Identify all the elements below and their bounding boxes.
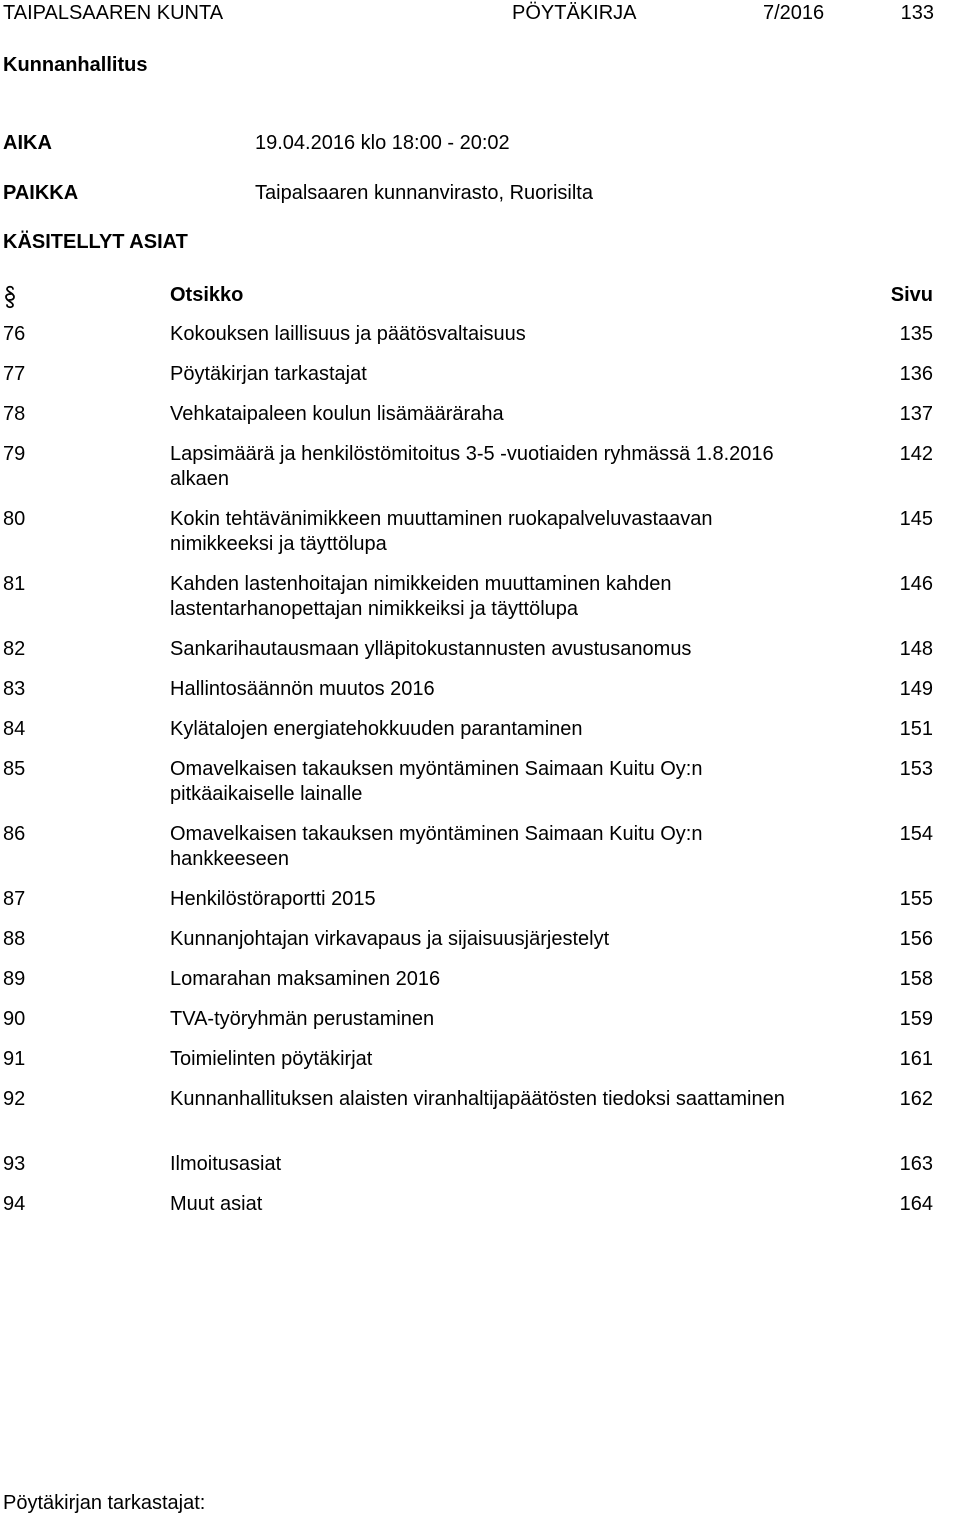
item-title: Pöytäkirjan tarkastajat: [170, 363, 367, 385]
item-page: 155: [899, 888, 933, 910]
column-header-page: Sivu: [890, 284, 933, 306]
table-row: [0, 967, 960, 992]
item-page: 162: [899, 1088, 933, 1110]
table-row: [0, 572, 960, 622]
item-number: 77: [3, 363, 26, 385]
item-number: 81: [3, 573, 26, 595]
time-label: AIKA: [3, 132, 52, 154]
item-number: 82: [3, 638, 26, 660]
item-title: Omavelkaisen takauksen myöntäminen Saimaan Kuitu Oy:n hankkeeseen: [170, 823, 703, 870]
item-number: 93: [3, 1153, 26, 1175]
item-title: Kahden lastenhoitajan nimikkeiden muuttaminen kahden lastentarhanopettajan nimikkeiksi ja täyttölupa: [170, 573, 672, 620]
table-row: [0, 1007, 960, 1032]
place-value: Taipalsaaren kunnanvirasto, Ruorisilta: [255, 182, 593, 204]
inspectors-label: Pöytäkirjan tarkastajat:: [3, 1492, 206, 1514]
item-title: Kunnanjohtajan virkavapaus ja sijaisuusjärjestelyt: [170, 928, 610, 950]
item-number: 91: [3, 1048, 26, 1070]
item-page: 164: [899, 1193, 933, 1215]
item-number: 90: [3, 1008, 26, 1030]
document-type: PÖYTÄKIRJA: [512, 2, 637, 24]
item-number: 84: [3, 718, 26, 740]
table-row: [0, 1087, 960, 1112]
item-page: 163: [899, 1153, 933, 1175]
item-number: 94: [3, 1193, 26, 1215]
item-page: 158: [899, 968, 933, 990]
table-row: [0, 442, 960, 492]
item-number: 80: [3, 508, 26, 530]
item-title: Muut asiat: [170, 1193, 263, 1215]
item-title: Omavelkaisen takauksen myöntäminen Saimaan Kuitu Oy:n pitkäaikaiselle lainalle: [170, 758, 703, 805]
table-row: [0, 887, 960, 912]
table-row: [0, 822, 960, 872]
item-title: Lapsimäärä ja henkilöstömitoitus 3-5 -vuotiaiden ryhmässä 1.8.2016 alkaen: [170, 443, 774, 490]
item-page: 148: [899, 638, 933, 660]
item-title: Henkilöstöraportti 2015: [170, 888, 376, 910]
item-title: Vehkataipaleen koulun lisämääräraha: [170, 403, 504, 425]
table-row: [0, 757, 960, 807]
item-page: 149: [899, 678, 933, 700]
table-row: [0, 322, 960, 347]
item-page: 135: [899, 323, 933, 345]
table-row: [0, 1192, 960, 1217]
item-number: 86: [3, 823, 26, 845]
item-page: 159: [899, 1008, 933, 1030]
column-header-title: Otsikko: [170, 284, 244, 306]
table-row: [0, 402, 960, 427]
item-number: 88: [3, 928, 26, 950]
organization-name: TAIPALSAAREN KUNTA: [3, 2, 224, 24]
item-title: Kylätalojen energiatehokkuuden parantaminen: [170, 718, 583, 740]
body-name: Kunnanhallitus: [3, 54, 148, 76]
item-title: Kokouksen laillisuus ja päätösvaltaisuus: [170, 323, 526, 345]
item-page: 146: [899, 573, 933, 595]
item-page: 161: [899, 1048, 933, 1070]
item-title: Kunnanhallituksen alaisten viranhaltijapäätösten tiedoksi saattaminen: [170, 1088, 785, 1110]
item-page: 136: [899, 363, 933, 385]
item-title: Ilmoitusasiat: [170, 1153, 282, 1175]
table-row: [0, 1152, 960, 1177]
table-row: [0, 927, 960, 952]
issue-number: 7/2016: [763, 2, 825, 24]
item-title: Lomarahan maksaminen 2016: [170, 968, 441, 990]
table-row: [0, 1047, 960, 1072]
item-page: 142: [899, 443, 933, 465]
item-number: 87: [3, 888, 26, 910]
section-sign-icon: [3, 285, 17, 309]
document-header: [0, 1, 960, 26]
table-row: [0, 717, 960, 742]
item-number: 76: [3, 323, 26, 345]
time-value: 19.04.2016 klo 18:00 - 20:02: [255, 132, 510, 154]
item-page: 145: [899, 508, 933, 530]
item-number: 89: [3, 968, 26, 990]
section-title: KÄSITELLYT ASIAT: [3, 231, 188, 253]
item-number: 78: [3, 403, 26, 425]
table-row: [0, 362, 960, 387]
item-page: 151: [899, 718, 933, 740]
item-number: 85: [3, 758, 26, 780]
item-title: Hallintosäännön muutos 2016: [170, 678, 435, 700]
item-title: Kokin tehtävänimikkeen muuttaminen ruokapalveluvastaavan nimikkeeksi ja täyttölupa: [170, 508, 713, 555]
item-title: Sankarihautausmaan ylläpitokustannusten avustusanomus: [170, 638, 692, 660]
page-number: 133: [900, 2, 934, 24]
item-title: TVA-työryhmän perustaminen: [170, 1008, 435, 1030]
item-page: 137: [899, 403, 933, 425]
item-page: 156: [899, 928, 933, 950]
item-number: 92: [3, 1088, 26, 1110]
table-row: [0, 507, 960, 557]
item-page: 154: [899, 823, 933, 845]
table-row: [0, 637, 960, 662]
item-page: 153: [899, 758, 933, 780]
item-number: 83: [3, 678, 26, 700]
place-label: PAIKKA: [3, 182, 79, 204]
item-number: 79: [3, 443, 26, 465]
table-row: [0, 677, 960, 702]
item-title: Toimielinten pöytäkirjat: [170, 1048, 373, 1070]
